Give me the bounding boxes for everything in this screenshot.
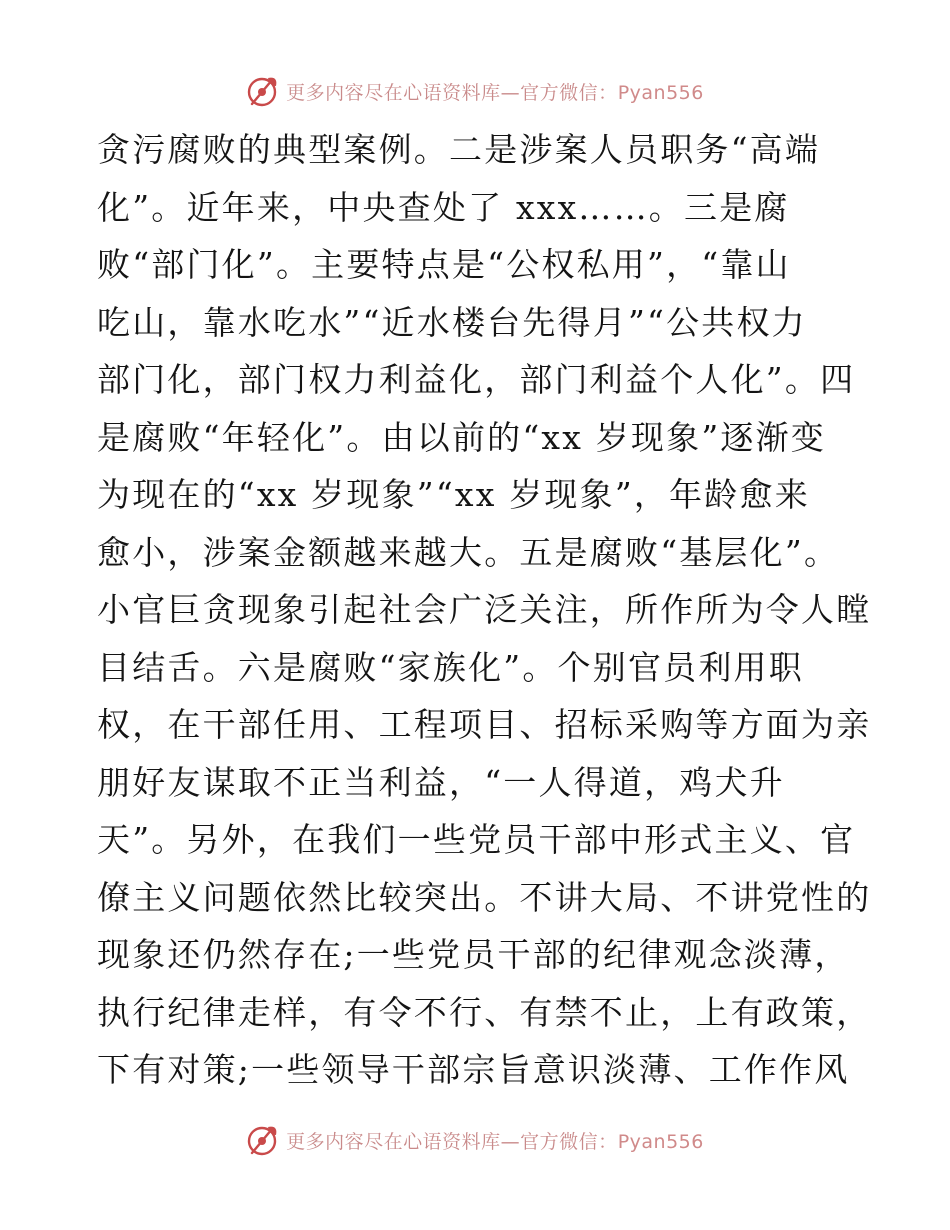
text-line: 下有对策;一些领导干部宗旨意识淡薄、工作作风	[97, 1050, 850, 1089]
text-line: 败“部门化”。主要特点是“公权私用”，“靠山	[97, 245, 791, 284]
text-line: 是腐败“年轻化”。由以前的“xx 岁现象”逐渐变	[97, 417, 826, 457]
quill-logo-icon	[246, 74, 280, 108]
watermark-main-text: 更多内容尽在心语资料库	[286, 81, 501, 104]
quill-logo-icon	[246, 1123, 280, 1157]
header-watermark	[0, 71, 950, 111]
text-line: 朋好友谋取不正当利益，“一人得道，鸡犬升	[97, 762, 785, 802]
text-line: 执行纪律走样，有令不行、有禁不止，上有政策，	[97, 992, 872, 1032]
text-line: 现象还仍然存在;一些党员干部的纪律观念淡薄，	[97, 935, 850, 974]
text-line: 天”。另外，在我们一些党员干部中形式主义、官	[97, 820, 856, 859]
footer-watermark	[0, 1120, 950, 1160]
watermark-wechat-id: Pyan556	[617, 1130, 704, 1153]
text-line: 目结舌。六是腐败“家族化”。个别官员利用职	[97, 647, 804, 687]
watermark-wechat-id: Pyan556	[617, 81, 704, 104]
text-line: 贪污腐败的典型案例。二是涉案人员职务“高端	[97, 130, 821, 169]
document-body	[97, 121, 872, 1099]
text-line: 权，在干部任用、工程项目、招标采购等方面为亲	[97, 705, 872, 744]
watermark-separator: —官方微信：	[500, 1130, 618, 1153]
text-line: 为现在的“xx 岁现象”“xx 岁现象”，年龄愈来	[97, 475, 810, 514]
text-line: 愈小，涉案金额越来越大。五是腐败“基层化”。	[97, 532, 840, 572]
text-line: 僚主义问题依然比较突出。不讲大局、不讲党性的	[97, 877, 872, 917]
watermark-main-text: 更多内容尽在心语资料库	[286, 1130, 501, 1153]
text-line: 化”。近年来，中央查处了 xxx……。三是腐	[97, 187, 790, 227]
text-line: 吃山，靠水吃水”“近水楼台先得月”“公共权力	[97, 302, 807, 342]
text-line: 部门化，部门权力利益化，部门利益个人化”。四	[97, 360, 856, 399]
watermark-separator: —官方微信：	[500, 81, 618, 104]
text-line: 小官巨贪现象引起社会广泛关注，所作所为令人瞠	[97, 590, 872, 629]
